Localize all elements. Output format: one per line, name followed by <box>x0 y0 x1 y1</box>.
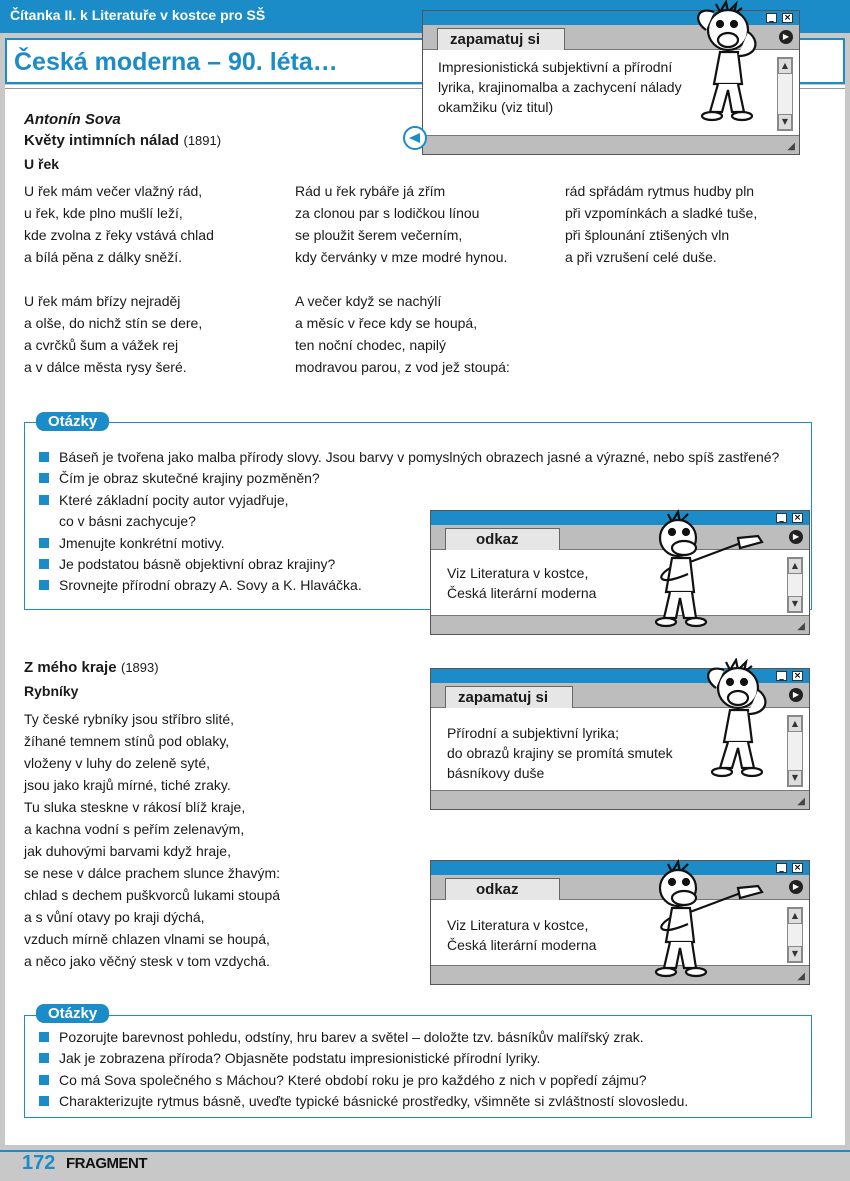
verse-line: žíhané temnem stínů pod oblaky, <box>24 733 230 749</box>
window-body <box>447 563 596 603</box>
window-text-line: Česká literární moderna <box>447 937 597 953</box>
stanza-gap <box>24 268 214 290</box>
question-text: Čím je obraz skutečné krajiny pozměněn? <box>59 470 320 487</box>
thinking-man-figure <box>686 658 796 784</box>
verse-line: se nese v dálce prachem slunce žhavým: <box>24 865 281 881</box>
window-tab[interactable]: odkaz <box>445 878 560 900</box>
pointing-man-figure <box>640 858 770 980</box>
question-text: Které základní pocity autor vyjadřuje, <box>59 491 289 508</box>
play-icon[interactable]: ▶ <box>779 30 793 44</box>
window-text-line: Viz Literatura v kostce, <box>447 565 589 581</box>
poem1-title: Květy intimních nálad <box>24 132 180 149</box>
question-text: Báseň je tvořena jako malba přírody slovy. Jsou barvy v pomyslných obrazech jasné a výrazné, nebo spíš zastřené? <box>59 449 780 465</box>
window-text-line: Česká literární moderna <box>447 585 597 601</box>
verse-line: za clonou par s lodičkou línou <box>295 205 480 221</box>
window-text-line: básníkovy duše <box>447 765 545 781</box>
poem1-heading <box>24 132 221 150</box>
close-icon[interactable]: × <box>793 863 802 873</box>
window-text-line: Viz Literatura v kostce, <box>447 917 589 933</box>
scrollbar[interactable] <box>787 907 803 963</box>
window-body <box>447 915 596 955</box>
verse-line: a při vzrušení celé duše. <box>565 249 717 265</box>
verse-line: a cvrčků šum a vážek rej <box>24 337 179 353</box>
poem2-subtitle: Rybníky <box>24 683 79 699</box>
verse-line: a něco jako věčný stesk v tom vzdychá. <box>24 953 270 969</box>
scroll-up-icon[interactable]: ▲ <box>788 908 802 924</box>
resize-grip-icon[interactable]: ◢ <box>787 141 795 152</box>
verse-line: při vzpomínkách a sladké tuše, <box>565 205 758 221</box>
questions-label-2: Otázky <box>36 1004 109 1023</box>
poem1-column-1 <box>24 180 214 378</box>
book-title: Čítanka II. k Literatuře v kostce pro SŠ <box>10 7 266 23</box>
close-icon[interactable]: × <box>793 513 802 523</box>
verse-line: a kachna vodní s peřím zelenavým, <box>24 821 245 837</box>
minimize-icon[interactable]: _ <box>776 513 787 523</box>
play-icon[interactable]: ▶ <box>789 530 803 544</box>
questions-label-1: Otázky <box>36 412 109 431</box>
question-text: co v básni zachycuje? <box>59 513 196 530</box>
minimize-icon[interactable]: _ <box>766 13 777 23</box>
question-item: Pozorujte barevnost pohledu, odstíny, hru barev a světel – doložte tzv. básníkův malířský zrak. <box>37 1027 688 1048</box>
stanza-gap <box>295 268 510 290</box>
verse-line: a bílá pěna z dálky sněží. <box>24 249 182 265</box>
close-icon[interactable]: × <box>783 13 792 23</box>
verse-line: A večer když se nachýlí <box>295 293 442 309</box>
scroll-up-icon[interactable]: ▲ <box>788 558 802 574</box>
window-bottom <box>423 135 799 154</box>
play-icon[interactable]: ▶ <box>789 688 803 702</box>
publisher-logo: FRAGMENT <box>66 1155 147 1172</box>
poem1-subtitle: U řek <box>24 156 60 172</box>
question-item: Charakterizujte rytmus básně, uveďte typické básnické prostředky, všimněte si zvláštností slovosledu. <box>37 1091 688 1112</box>
question-item: Co má Sova společného s Máchou? Které období roku je pro každého z nich v popředí zájmu? <box>37 1070 688 1091</box>
verse-line: Tu sluka steskne v rákosí blíž kraje, <box>24 799 246 815</box>
scroll-down-icon[interactable]: ▼ <box>778 114 792 130</box>
footer-line <box>0 1150 850 1152</box>
poem1-column-3 <box>565 180 757 268</box>
verse-line: rád spřádám rytmus hudby pln <box>565 183 755 199</box>
question-text: Je podstatou básně objektivní obraz krajiny? <box>59 556 336 573</box>
verse-line: U řek mám břízy nejraděj <box>24 293 181 309</box>
verse-line: modravou parou, z vod jež stoupá: <box>295 359 510 375</box>
frame-right <box>845 85 850 1145</box>
scroll-down-icon[interactable]: ▼ <box>788 770 802 786</box>
verse-line: se ploužit šerem večerním, <box>295 227 463 243</box>
poem2-lines <box>24 708 280 972</box>
thinking-man-figure <box>676 0 786 128</box>
verse-line: u řek, kde plno mušlí leží, <box>24 205 183 221</box>
scroll-down-icon[interactable]: ▼ <box>788 596 802 612</box>
window-body <box>447 723 673 783</box>
verse-line: chlad s dechem puškvorců lukami stoupá <box>24 887 281 903</box>
poem2-title: Z mého kraje <box>24 659 117 676</box>
resize-grip-icon[interactable]: ◢ <box>797 621 805 632</box>
scroll-down-icon[interactable]: ▼ <box>788 946 802 962</box>
frame-left <box>0 85 5 1145</box>
verse-line: kdy červánky v mze modré hynou. <box>295 249 508 265</box>
resize-grip-icon[interactable]: ◢ <box>797 796 805 807</box>
window-text-line: lyrika, krajinomalba a zachycení nálady <box>438 79 682 95</box>
author-name: Antonín Sova <box>24 111 121 128</box>
poem2-heading <box>24 659 159 677</box>
minimize-icon[interactable]: _ <box>776 671 787 681</box>
scroll-up-icon[interactable]: ▲ <box>778 58 792 74</box>
play-icon[interactable]: ▶ <box>789 880 803 894</box>
window-bottom <box>431 790 809 809</box>
window-tab[interactable]: zapamatuj si <box>445 686 573 708</box>
verse-line: a měsíc v řece kdy se houpá, <box>295 315 478 331</box>
page-title: Česká moderna – 90. léta… <box>14 48 338 76</box>
scrollbar[interactable] <box>787 557 803 613</box>
close-icon[interactable]: × <box>793 671 802 681</box>
window-text-line: okamžiku (viz titul) <box>438 99 554 115</box>
window-body <box>438 57 682 117</box>
question-item <box>37 468 779 489</box>
page-number: 172 <box>22 1152 56 1174</box>
verse-line: a v dálce města rysy šeré. <box>24 359 187 375</box>
poem1-year: (1891) <box>183 133 222 148</box>
verse-line: U řek mám večer vlažný rád, <box>24 183 203 199</box>
minimize-icon[interactable]: _ <box>776 863 787 873</box>
verse-line: ten noční chodec, napilý <box>295 337 446 353</box>
poem1-column-2 <box>295 180 510 378</box>
question-text: Jmenujte konkrétní motivy. <box>59 534 225 551</box>
questions-list-2 <box>37 1027 688 1113</box>
question-text: Srovnejte přírodní obrazy A. Sovy a K. Hlaváčka. <box>59 577 362 594</box>
question-item <box>37 447 779 468</box>
window-tab[interactable]: zapamatuj si <box>437 28 565 50</box>
back-arrow-icon[interactable] <box>403 126 427 150</box>
window-text-line: do obrazů krajiny se promítá smutek <box>447 745 673 761</box>
resize-grip-icon[interactable]: ◢ <box>797 971 805 982</box>
verse-line: jsou jako krajů mírné, tiché zraky. <box>24 777 231 793</box>
window-text-line: Impresionistická subjektivní a přírodní <box>438 59 673 75</box>
verse-line: vloženy v luhy do zeleně syté, <box>24 755 210 771</box>
verse-line: a s vůní otavy po kraji dýchá, <box>24 909 205 925</box>
verse-line: a olše, do nichž stín se dere, <box>24 315 203 331</box>
verse-line: Rád u řek rybáře já zřím <box>295 183 446 199</box>
verse-line: při šplounání ztišených vln <box>565 227 730 243</box>
verse-line: Ty české rybníky jsou stříbro slité, <box>24 711 235 727</box>
scroll-up-icon[interactable]: ▲ <box>788 716 802 732</box>
pointing-man-figure <box>640 508 770 630</box>
verse-line: vzduch mírně chlazen vlnami se houpá, <box>24 931 270 947</box>
window-text-line: Přírodní a subjektivní lyrika; <box>447 725 619 741</box>
window-tab[interactable]: odkaz <box>445 528 560 550</box>
verse-line: kde zvolna z řeky vstává chlad <box>24 227 214 243</box>
verse-line: jak duhovými barvami když hraje, <box>24 843 231 859</box>
poem2-year: (1893) <box>121 660 159 675</box>
question-item: Jak je zobrazena příroda? Objasněte podstatu impresionistické přírodní lyriky. <box>37 1048 688 1069</box>
